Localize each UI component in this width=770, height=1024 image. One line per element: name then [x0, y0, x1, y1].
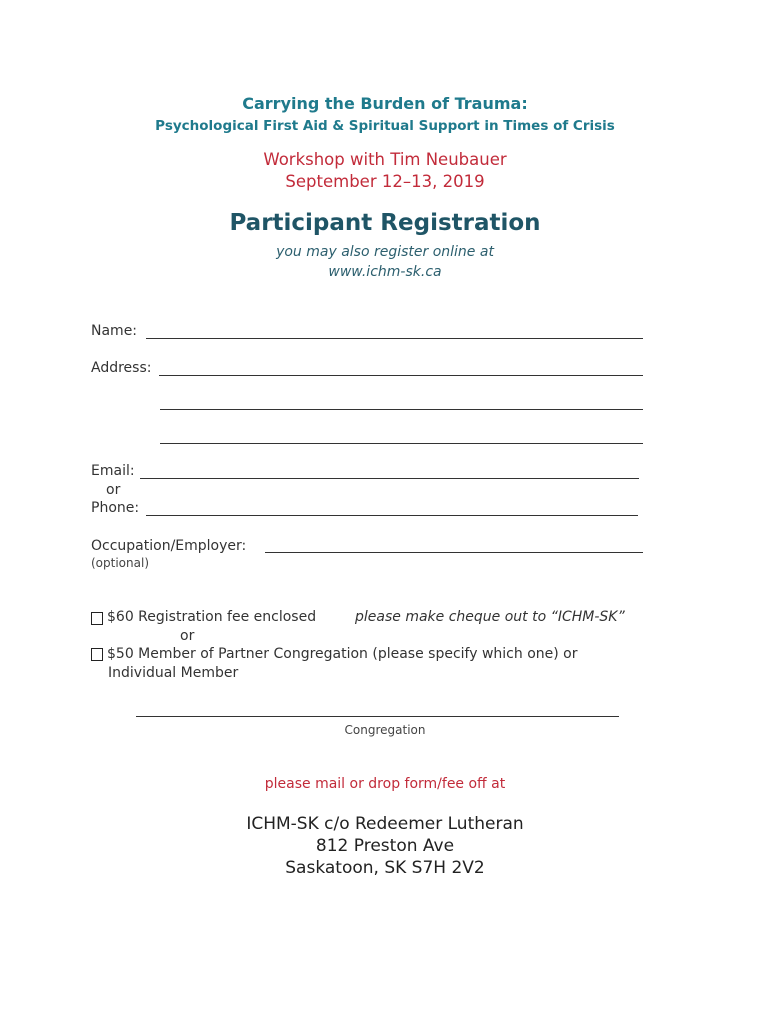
form-title: Participant Registration: [229, 210, 541, 236]
mail-note: please mail or drop form/fee off at: [264, 776, 506, 792]
online-note-url[interactable]: www.ichm-sk.ca: [328, 264, 442, 280]
workshop-presenter: Workshop with Tim Neubauer: [263, 150, 507, 169]
phone-field[interactable]: [146, 515, 638, 516]
occupation-label: Occupation/Employer:: [91, 538, 247, 554]
fee-50-label: $50 Member of Partner Congregation (please specify which one) or: [107, 646, 578, 662]
phone-label: Phone:: [91, 500, 140, 516]
fee-or: or: [180, 628, 195, 644]
address-field-line3[interactable]: [160, 443, 643, 444]
email-label: Email:: [91, 463, 135, 479]
congregation-field[interactable]: [136, 716, 619, 717]
workshop-dates: September 12–13, 2019: [285, 172, 485, 191]
congregation-label: Congregation: [344, 723, 426, 737]
online-note-line1: you may also register online at: [276, 244, 494, 260]
address-line3: Saskatoon, SK S7H 2V2: [285, 858, 485, 878]
fee-50-label-line2: Individual Member: [108, 665, 239, 681]
fee-60-label: $60 Registration fee enclosed: [107, 609, 317, 625]
event-title: Carrying the Burden of Trauma:: [242, 94, 528, 113]
event-subtitle: Psychological First Aid & Spiritual Support in Times of Crisis: [155, 118, 615, 134]
address-line1: ICHM-SK c/o Redeemer Lutheran: [246, 814, 524, 834]
name-field[interactable]: [146, 338, 643, 339]
address-line2: 812 Preston Ave: [315, 836, 455, 856]
optional-note: (optional): [91, 556, 149, 570]
email-field[interactable]: [140, 478, 639, 479]
cheque-note: please make cheque out to “ICHM-SK”: [355, 609, 625, 625]
email-phone-or: or: [106, 482, 121, 498]
name-label: Name:: [91, 323, 138, 339]
address-field-line1[interactable]: [159, 375, 643, 376]
fee-50-checkbox[interactable]: [91, 648, 103, 661]
address-label: Address:: [91, 360, 152, 376]
occupation-field[interactable]: [265, 552, 643, 553]
fee-60-checkbox[interactable]: [91, 612, 103, 625]
address-field-line2[interactable]: [160, 409, 643, 410]
